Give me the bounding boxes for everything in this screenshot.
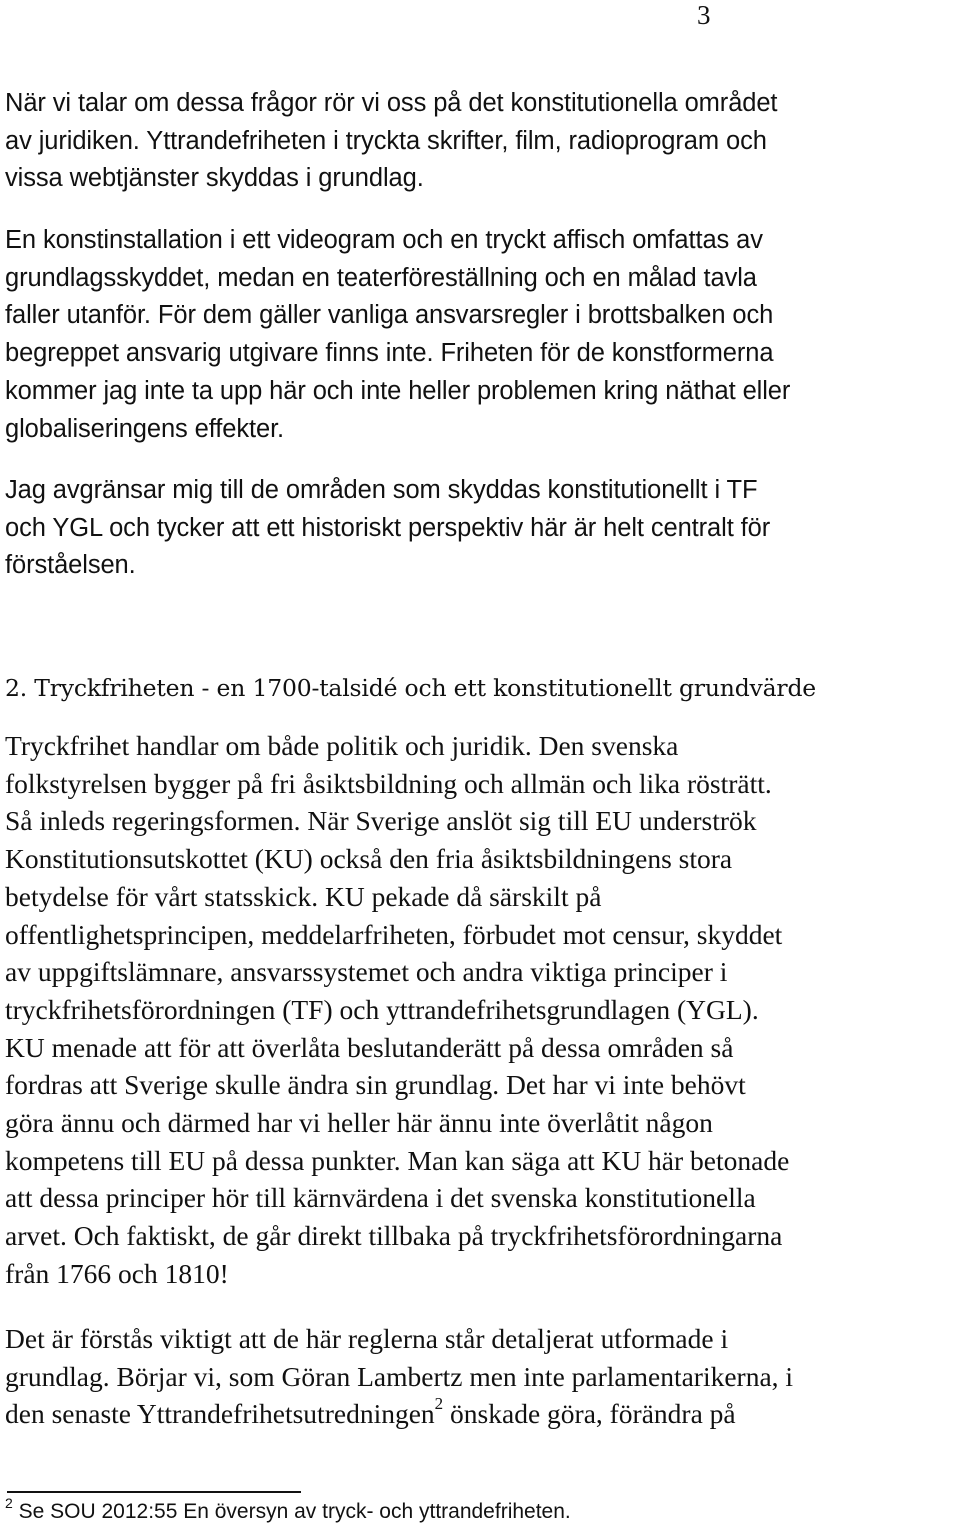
footnote-text: Se SOU 2012:55 En översyn av tryck- och yttrandefriheten.: [12, 1500, 571, 1523]
footnote: [5, 1497, 955, 1527]
footnote-reference[interactable]: 2: [434, 1394, 444, 1414]
footnote-marker: 2: [5, 1495, 13, 1511]
paragraph-scope: Jag avgränsar mig till de områden som skyddas konstitutionellt i TF och YGL och tycker att ett historiskt perspektiv här är helt centralt för förståelsen.: [5, 476, 771, 580]
page-number: 3: [697, 0, 711, 30]
paragraph-intro: När vi talar om dessa frågor rör vi oss på det konstitutionella området av juridiken. Yttrandefriheten i tryckta skrifter, film, radioprogram och vissa webtjänster skyddas i grundlag.: [5, 89, 778, 193]
paragraph-art-forms: En konstinstallation i ett videogram och en tryckt affisch omfattas av grundlagsskyddet, medan en teaterföreställning och en målad tavla faller utanför. För dem gäller vanliga ansvarsregler i brottsbalken och begreppet ansvarig utgivare finns inte. Friheten för de konstformerna kommer jag inte ta upp här och inte heller problemen kring näthat eller globaliseringens effekter.: [5, 226, 791, 443]
paragraph-text-before-ref: Det är förstås viktigt att de här reglerna står detaljerat utformade i grundlag. Börjar vi, som Göran Lambertz men inte parlamentarikerna, i den senaste Yttrandefrihetsutredningen: [5, 1323, 794, 1430]
footnote-separator: [7, 1491, 301, 1493]
paragraph-detailed-rules: [5, 1320, 955, 1433]
section-heading: 2. Tryckfriheten - en 1700-talsidé och ett konstitutionellt grundvärde: [5, 674, 817, 702]
paragraph-text-after-ref: önskade göra, förändra på: [443, 1398, 736, 1430]
paragraph-press-freedom: Tryckfrihet handlar om både politik och juridik. Den svenska folkstyrelsen bygger på fri åsiktsbildning och allmän och lika rösträtt. Så inleds regeringsformen. När Sverige anslöt sig till EU underströk Konstitutionsutskottet (KU) också den fria åsiktsbildningens stora betydelse för vårt statsskick. KU pekade då särskilt på offentlighetsprincipen, meddelarfriheten, förbudet mot censur, skyddet av uppgiftslämnare, ansvarssystemet och andra viktiga principer i tryckfrihetsförordningen (TF) och yttrandefrihetsgrundlagen (YGL). KU menade att för att överlåta beslutanderätt på dessa områden så fordras att Sverige skulle ändra sin grundlag. Det har vi inte behövt göra ännu och därmed har vi heller här ännu inte överlåtit någon kompetens till EU på dessa punkter. Man kan säga att KU här betonade att dessa principer hör till kärnvärdena i det svenska konstitutionella arvet. Och faktiskt, de går direkt tillbaka på tryckfrihetsförordningarna från 1766 och 1810!: [5, 730, 790, 1289]
